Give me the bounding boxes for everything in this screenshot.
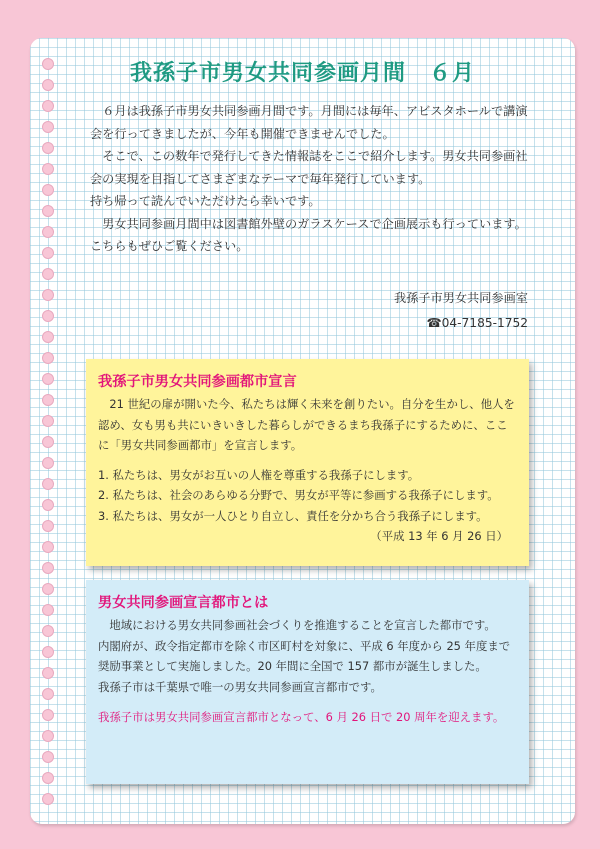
binder-hole: [42, 478, 54, 490]
binder-hole: [42, 373, 54, 385]
binder-hole: [42, 520, 54, 532]
binder-hole: [42, 457, 54, 469]
intro-paragraph: ６月は我孫子市男女共同参画月間です。月間には毎年、アビスタホールで講演会を行ってきましたが、今年も開催できませんでした。: [90, 104, 528, 141]
declaration-heading: 我孫子市男女共同参画都市宣言: [98, 374, 297, 390]
intro-paragraph: そこで、この数年で発行してきた情報誌をここで紹介します。男女共同参画社会の実現を目指してさまざまなテーマで毎年発行しています。: [90, 149, 528, 186]
binder-hole: [42, 793, 54, 805]
binder-hole: [42, 268, 54, 280]
declaration-item: 3. 私たちは、男女が一人ひとり自立し、責任を分かち合う我孫子にします。: [98, 508, 488, 523]
page-title: 我孫子市男女共同参画月間 ６月: [129, 61, 475, 86]
declaration-item: 2. 私たちは、社会のあらゆる分野で、男女が平等に参画する我孫子にします。: [98, 488, 499, 502]
about-body: [98, 615, 518, 728]
intro-text: [90, 100, 535, 258]
declaration-list: [98, 465, 518, 527]
binder-hole: [42, 415, 54, 427]
intro-paragraph: 男女共同参画月間中は図書館外壁のガラスケースで企画展示も行っています。こちらもぜひご覧ください。: [90, 216, 527, 253]
binder-hole: [42, 772, 54, 784]
binder-hole: [42, 205, 54, 217]
about-box: [86, 580, 529, 784]
binder-hole: [42, 184, 54, 196]
binder-hole: [42, 709, 54, 721]
binder-hole: [42, 163, 54, 175]
binder-hole: [42, 226, 54, 238]
binder-hole: [42, 604, 54, 616]
about-text: 内閣府が、政令指定都市を除く市区町村を対象に、平成 6 年度から 25 年度まで奨励事業として実施しました。20 年間に全国で 157 都市が誕生しました。: [98, 638, 511, 673]
declaration-body: [98, 394, 518, 547]
anniversary-note: 我孫子市は男女共同参画宣言都市となって、6 月 26 日で 20 周年を迎えます。: [98, 710, 505, 724]
binder-hole: [42, 352, 54, 364]
binder-hole: [42, 247, 54, 259]
binder-hole: [42, 730, 54, 742]
declaration-item: 1. 私たちは、男女がお互いの人権を尊重する我孫子にします。: [98, 467, 420, 482]
office-name: 我孫子市男女共同参画室: [393, 291, 528, 305]
binder-hole: [42, 121, 54, 133]
binder-hole: [42, 688, 54, 700]
about-heading: 男女共同参画宣言都市とは: [98, 595, 269, 611]
binder-hole: [42, 142, 54, 154]
signoff: [394, 286, 528, 336]
about-text: 地域における男女共同参画社会づくりを推進することを宣言した都市です。: [109, 618, 496, 632]
phone-number: ☎04-7185-1752: [426, 316, 528, 330]
binder-hole: [42, 583, 54, 595]
binder-hole: [42, 541, 54, 553]
binder-hole: [42, 331, 54, 343]
about-text: 我孫子市は千葉県で唯一の男女共同参画宣言都市です。: [98, 679, 382, 694]
binder-hole: [42, 100, 54, 112]
intro-paragraph: 持ち帰って読んでいただけたら幸いです。: [90, 194, 321, 208]
binder-hole: [42, 625, 54, 637]
binder-hole: [42, 667, 54, 679]
declaration-date: （平成 13 年 6 月 26 日）: [370, 529, 508, 543]
binder-hole: [42, 562, 54, 574]
binder-hole: [42, 499, 54, 511]
declaration-box: [86, 359, 529, 566]
binder-hole: [42, 751, 54, 763]
binder-hole: [42, 646, 54, 658]
binder-hole: [42, 436, 54, 448]
binder-hole: [42, 394, 54, 406]
binder-hole: [42, 289, 54, 301]
binder-hole: [42, 310, 54, 322]
declaration-text: 21 世紀の扉が開いた今、私たちは輝く未来を創りたい。自分を生かし、他人を認め、女も男も共にいきいきした暮らしができるまち我孫子にするために、ここに「男女共同参画都市」を宣言します。: [98, 397, 515, 452]
